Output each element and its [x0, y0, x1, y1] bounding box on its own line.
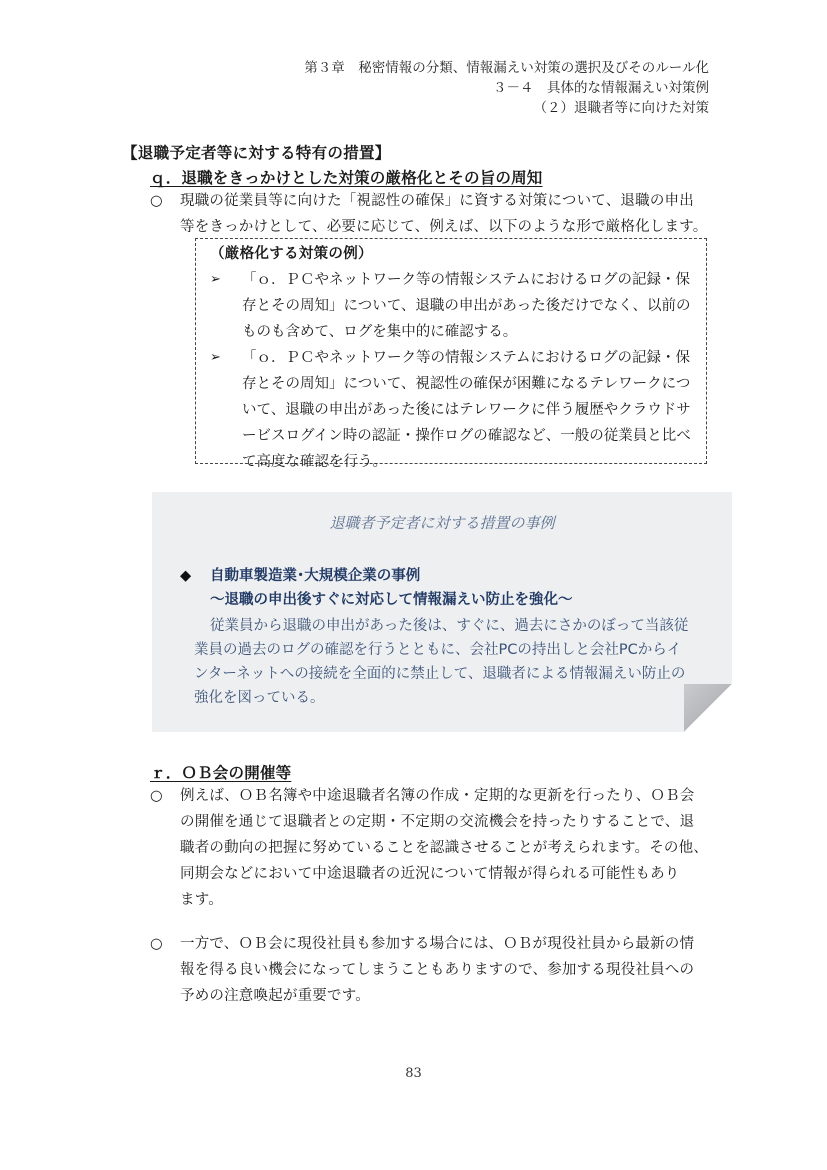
- header-chapter: 第３章 秘密情報の分類、情報漏えい対策の選択及びそのルール化: [304, 60, 709, 76]
- case-card-title: 退職者予定者に対する措置の事例: [329, 514, 555, 532]
- r-paragraph-line: の開催を通じて退職者との定期・不定期の交流機会を持ったりすることで、退: [180, 814, 695, 830]
- header-subsection: （２）退職者等に向けた対策: [533, 100, 709, 116]
- box-item-line: ービスログイン時の認証・操作ログの確認など、一般の従業員と比べ: [242, 428, 691, 444]
- header-section: ３－４ 具体的な情報漏えい対策例: [493, 80, 709, 96]
- page-curl-decoration: [684, 684, 732, 732]
- case-body-line: 従業員から退職の申出があった後は、すぐに、過去にさかのぼって当該従: [210, 618, 689, 634]
- case-body-line: ンターネットへの接続を全面的に禁止して、退職者による情報漏えい防止の: [194, 666, 686, 682]
- r-paragraph-line: 予めの注意喚起が重要です。: [180, 988, 370, 1004]
- strict-measures-box: [195, 238, 707, 470]
- page-number: 83: [405, 1066, 422, 1081]
- r-paragraph-line: 報を得る良い機会になってしまうこともありますので、参加する現役社員への: [180, 962, 695, 978]
- box-item-line: 「ｏ．ＰＣやネットワーク等の情報システムにおけるログの記録・保: [242, 272, 691, 288]
- bullet-circle: ○: [150, 788, 163, 804]
- case-heading-line: 自動車製造業･大規模企業の事例: [210, 568, 421, 584]
- diamond-bullet-icon: ◆: [180, 568, 192, 584]
- case-heading: [180, 564, 573, 612]
- r-paragraph-line: 一方で、ＯＢ会に現役社員も参加する場合には、ＯＢが現役社員から最新の情: [180, 936, 695, 952]
- r-paragraph-line: 同期会などにおいて中途退職者の近況について情報が得られる可能性もあり: [180, 866, 680, 882]
- r-paragraph-1: [150, 783, 715, 913]
- heading-q: ｑ．退職をきっかけとした対策の厳格化とその旨の周知: [150, 169, 543, 187]
- box-item-line: て高度な確認を行う。: [242, 454, 387, 470]
- case-body-line: 強化を図っている。: [194, 690, 325, 706]
- section-title: 【退職予定者等に対する特有の措置】: [122, 144, 391, 162]
- r-paragraph-line: 例えば、ＯＢ名簿や中途退職者名簿の作成・定期的な更新を行ったり、ＯＢ会: [180, 788, 695, 804]
- case-study-card: [152, 492, 732, 732]
- arrow-bullet-icon: ➢: [210, 350, 221, 365]
- r-paragraph-line: ます。: [180, 892, 223, 908]
- arrow-bullet-icon: ➢: [210, 272, 221, 287]
- bullet-circle: ○: [150, 193, 163, 209]
- case-body-line: 業員の過去のログの確認を行うとともに、会社PCの持出しと会社PCからイ: [194, 642, 682, 658]
- box-item: [206, 345, 698, 475]
- case-body: [194, 614, 694, 710]
- r-paragraph-2: [150, 931, 715, 1009]
- heading-r: ｒ．ＯＢ会の開催等: [150, 764, 292, 782]
- q-paragraph-line: 等をきっかけとして、必要に応じて、例えば、以下のような形で厳格化します。: [180, 219, 708, 235]
- r-paragraph-line: 職者の動向の把握に努めていることを認識させることが考えられます。その他、: [180, 840, 709, 856]
- box-item-line: いて、退職の申出があった後にはテレワークに伴う履歴やクラウドサ: [242, 402, 691, 418]
- bullet-circle: ○: [150, 936, 163, 952]
- box-item-line: 存とその周知」について、退職の申出があった後だけでなく、以前の: [242, 298, 691, 314]
- box-item-line: 存とその周知」について、視認性の確保が困難になるテレワークにつ: [242, 376, 691, 392]
- box-item-line: ものも含めて、ログを集中的に確認する。: [242, 324, 518, 340]
- box-title: （厳格化する対策の例）: [210, 246, 373, 262]
- q-paragraph: [150, 188, 715, 240]
- q-paragraph-line: 現職の従業員等に向けた「視認性の確保」に資する対策について、退職の申出: [180, 193, 694, 209]
- running-header: [304, 58, 709, 118]
- box-item-line: 「ｏ．ＰＣやネットワーク等の情報システムにおけるログの記録・保: [242, 350, 691, 366]
- case-heading-line: ～退職の申出後すぐに対応して情報漏えい防止を強化～: [210, 592, 573, 608]
- box-item: [206, 267, 698, 345]
